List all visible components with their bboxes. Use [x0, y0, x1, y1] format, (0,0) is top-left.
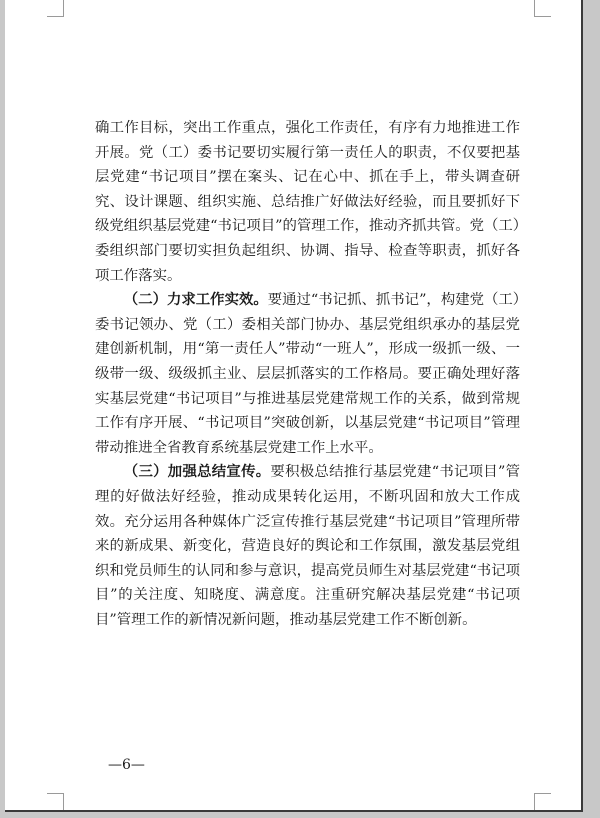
- document-body: [95, 116, 520, 632]
- paragraph-body: 要通过“书记抓、抓书记”，构建党（工）委书记领办、党（工）委相关部门协办、基层党组织承办的基层党建创新机制，用“第一责任人”带动“一班人”，形成一级抓一级、一级带一级、级级抓主业、层层抓落实的工作格局。要正确处理好落实基层党建“书记项目”与推进基层党建常规工作的关系，做到常规工作有序开展、“书记项目”突破创新，以基层党建“书记项目”管理带动推进全省教育系统基层党建工作上水平。: [95, 292, 520, 456]
- paragraph-section-2: [95, 288, 520, 460]
- section-heading: （二）力求工作实效。: [123, 292, 268, 309]
- paragraph-continued: [95, 116, 520, 288]
- paragraph-body: 确工作目标，突出工作重点，强化工作责任，有序有力地推进工作开展。党（工）委书记要切实履行第一责任人的职责，不仅要把基层党建“书记项目”摆在案头、记在心中、抓在手上，带头调查研究、设计课题、组织实施、总结推广好做法好经验，而且要抓好下级党组织基层党建“书记项目”的管理工作，推动齐抓共管。党（工）委组织部门要切实担负起组织、协调、指导、检查等职责，抓好各项工作落实。: [95, 120, 520, 284]
- section-heading: （三）加强总结宣传。: [123, 464, 271, 481]
- page-number: —6—: [108, 757, 145, 773]
- document-page: [5, 0, 583, 812]
- paragraph-section-3: [95, 460, 520, 632]
- crop-mark-top-left: [47, 0, 64, 17]
- crop-mark-top-right: [534, 0, 551, 17]
- crop-mark-bottom-left: [47, 793, 64, 810]
- crop-mark-bottom-right: [534, 793, 551, 810]
- paragraph-body: 要积极总结推行基层党建“书记项目”管理的好做法好经验，推动成果转化运用，不断巩固和放大工作成效。充分运用各种媒体广泛宣传推行基层党建“书记项目”管理所带来的新成果、新变化，营造良好的舆论和工作氛围，激发基层党组织和党员师生的认同和参与意识，提高党员师生对基层党建“书记项目”的关注度、知晓度、满意度。注重研究解决基层党建“书记项目”管理工作的新情况新问题，推动基层党建工作不断创新。: [95, 464, 520, 628]
